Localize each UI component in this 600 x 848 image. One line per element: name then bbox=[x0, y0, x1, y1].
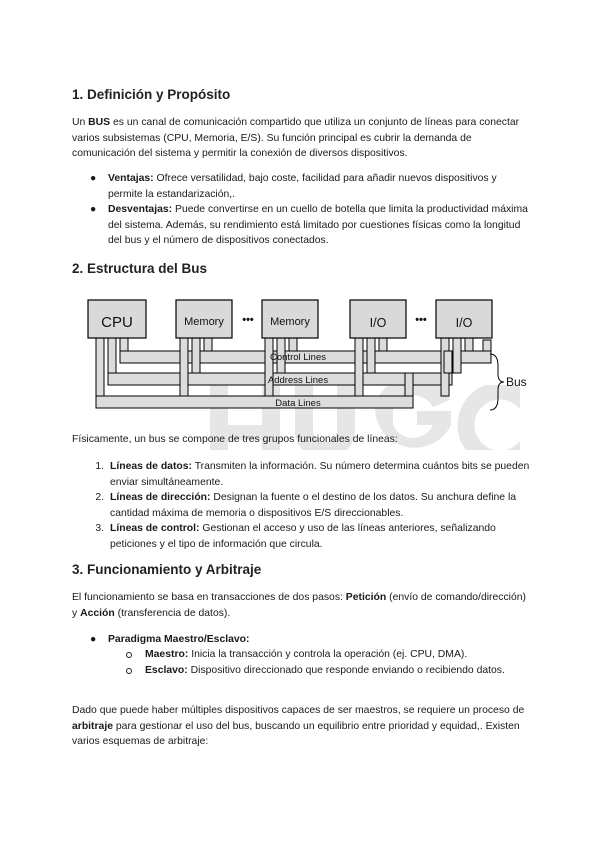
bold-label: Líneas de control: bbox=[110, 523, 200, 534]
bullet-icon: ● bbox=[90, 204, 97, 215]
bus-structure-diagram bbox=[72, 296, 532, 416]
text: es un canal de comunicación compartido que utiliza un conjunto de líneas para conectar varios subsistemas (CPU, Memoria, E/S). Su función principal es cubrir la demanda de comunicación del sistema y permitir la conexión de diversos dispositivos. bbox=[72, 117, 520, 159]
bold-label: Desventajas: bbox=[108, 204, 173, 215]
list-item bbox=[145, 663, 534, 679]
cpu-label: CPU bbox=[101, 314, 133, 331]
bold-term: Petición bbox=[345, 592, 387, 603]
bold-label: Maestro: bbox=[145, 649, 189, 660]
connectors bbox=[96, 337, 491, 396]
arbitration-paragraph bbox=[72, 703, 534, 750]
bus-groups-intro: Físicamente, un bus se compone de tres grupos funcionales de líneas: bbox=[72, 434, 398, 445]
text: (transferencia de datos). bbox=[114, 607, 231, 619]
bold-label: Esclavo: bbox=[145, 664, 188, 676]
text: El funcionamiento se basa en transacciones de dos pasos: bbox=[72, 592, 346, 603]
circle-bullet-icon bbox=[126, 652, 132, 658]
list-item bbox=[90, 632, 534, 648]
bold-label: Líneas de datos: bbox=[110, 461, 192, 472]
io-label: I/O bbox=[455, 316, 473, 330]
list-number: 3. bbox=[95, 523, 104, 534]
bold-label: Paradigma Maestro/Esclavo: bbox=[108, 634, 250, 645]
list-item bbox=[90, 202, 534, 249]
text: Gestionan el acceso y uso de las líneas anteriores, señalizando peticiones y el tipo de información que circula. bbox=[110, 523, 496, 550]
bullet-icon: ● bbox=[90, 634, 97, 645]
text: Puede convertirse en un cuello de botella que limita la productividad máxima del sistema. Además, su rendimiento está limitado por cuestiones físicas como la longitud del bus y el número de dispositivos conectados. bbox=[108, 204, 528, 246]
bold-term: arbitraje bbox=[72, 720, 114, 732]
bold-label: Ventajas: bbox=[108, 173, 154, 184]
bullet-icon: ● bbox=[90, 173, 97, 184]
memory-label: Memory bbox=[184, 316, 224, 328]
section-title: 2. Estructura del Bus bbox=[72, 261, 208, 276]
bus-definition-paragraph bbox=[72, 115, 534, 162]
list-item bbox=[95, 459, 534, 490]
master-slave-list bbox=[145, 647, 534, 678]
io-label: I/O bbox=[369, 316, 387, 330]
bus-label: Bus bbox=[506, 375, 527, 389]
line-groups-list bbox=[95, 459, 534, 552]
text: Inicia la transacción y controla la operación (ej. CPU, DMA). bbox=[188, 649, 468, 660]
text: Dispositivo direccionado que responde enviando o recibiendo datos. bbox=[187, 664, 505, 676]
text: Ofrece versatilidad, bajo coste, facilidad para añadir nuevos dispositivos y permite la estandarización,. bbox=[108, 173, 497, 200]
pros-cons-list bbox=[90, 171, 534, 249]
text: (envío de comando/dirección) y bbox=[72, 592, 526, 619]
bold-term: BUS bbox=[88, 117, 111, 128]
ellipsis-dots: ••• bbox=[415, 314, 427, 326]
list-item bbox=[145, 647, 534, 663]
paradigm-list bbox=[90, 632, 534, 648]
address-lines-label: Address Lines bbox=[267, 375, 329, 386]
transactions-paragraph bbox=[72, 590, 534, 621]
list-number: 2. bbox=[95, 492, 104, 503]
list-item bbox=[90, 171, 534, 202]
control-lines-label: Control Lines bbox=[270, 352, 326, 363]
text: Designan la fuente o el destino de los datos. Su anchura define la cantidad máxima de memoria o dispositivos E/S direccionables. bbox=[110, 492, 517, 519]
brace-icon bbox=[490, 354, 504, 410]
bold-term: Acción bbox=[80, 607, 115, 619]
bold-label: Líneas de dirección: bbox=[110, 492, 211, 503]
circle-bullet-icon bbox=[126, 668, 132, 674]
section-title: 1. Definición y Propósito bbox=[72, 87, 231, 102]
text: para gestionar el uso del bus, buscando un equilibrio entre prioridad y equidad,. Existen varios esquemas de arbitraje: bbox=[72, 720, 520, 747]
list-number: 1. bbox=[95, 461, 104, 472]
text: Transmiten la información. Su número determina cuántos bits se pueden enviar simultáneamente. bbox=[110, 461, 530, 488]
ellipsis-dots: ••• bbox=[242, 314, 254, 326]
section-title: 3. Funcionamiento y Arbitraje bbox=[72, 562, 262, 577]
memory-label: Memory bbox=[270, 316, 310, 328]
data-lines-label: Data Lines bbox=[275, 398, 321, 409]
list-item bbox=[95, 490, 534, 521]
text: Dado que puede haber múltiples dispositivos capaces de ser maestros, se requiere un proceso de bbox=[72, 705, 525, 716]
list-item bbox=[95, 521, 534, 552]
text: Un bbox=[72, 117, 89, 128]
